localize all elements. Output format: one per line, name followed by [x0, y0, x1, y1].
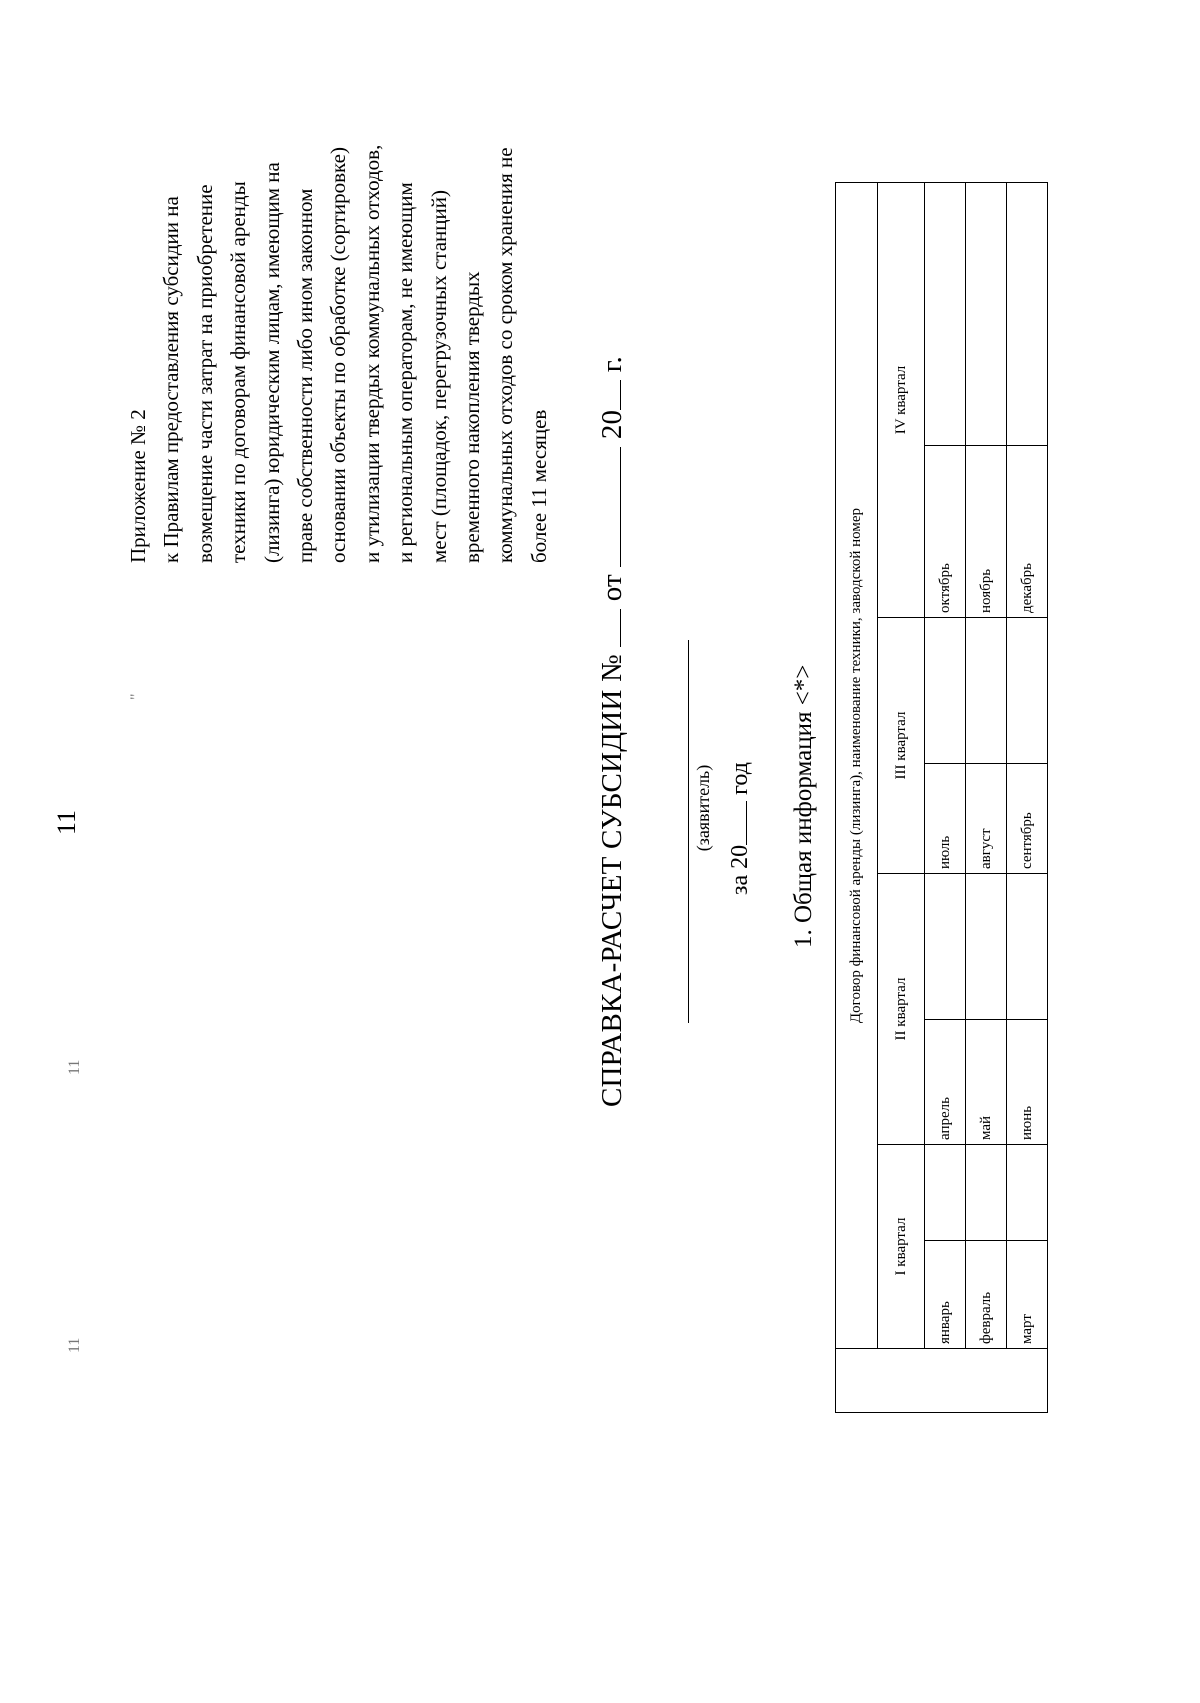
general-info-table — [835, 182, 1048, 1413]
quarter-header: II квартал — [878, 874, 925, 1145]
title-year-suffix: г. — [596, 356, 628, 373]
table-row — [1007, 183, 1048, 1413]
date-blank — [596, 447, 621, 567]
appendix-line: и региональным операторам, не имеющим — [393, 182, 418, 563]
value-cell — [1007, 1145, 1048, 1241]
value-cell — [966, 874, 1007, 1020]
stray-mark: " — [128, 693, 145, 700]
month-cell: август — [966, 764, 1007, 874]
value-cell — [925, 1145, 966, 1241]
appendix-line: возмещение части затрат на приобретение — [192, 184, 217, 563]
value-cell — [925, 618, 966, 764]
month-cell: сентябрь — [1007, 764, 1048, 874]
title-main: СПРАВКА-РАСЧЕТ СУБСИДИИ № — [596, 654, 628, 1107]
value-cell — [966, 618, 1007, 764]
appendix-block — [122, 23, 556, 563]
applicant-blank-line — [688, 640, 689, 1023]
appendix-line: коммунальных отходов со сроком хранения не — [493, 147, 518, 563]
appendix-line: праве собственности либо ином законном — [293, 188, 318, 563]
month-cell: ноябрь — [966, 446, 1007, 618]
appendix-line: более 11 месяцев — [526, 409, 551, 563]
value-cell — [966, 1145, 1007, 1241]
appendix-line: основании объекты по обработке (сортировке) — [326, 146, 351, 563]
table-row — [966, 183, 1007, 1413]
title-year-prefix: 20 — [596, 409, 628, 440]
appendix-line: и утилизации твердых коммунальных отходов, — [359, 144, 384, 563]
period-suffix: год — [727, 762, 753, 795]
month-cell: октябрь — [925, 446, 966, 618]
title-from: от — [596, 574, 628, 602]
quarter-header: IV квартал — [878, 183, 925, 618]
applicant-caption: (заявитель) — [693, 764, 713, 852]
number-blank — [596, 609, 621, 647]
quarter-header: III квартал — [878, 618, 925, 874]
month-cell: январь — [925, 1241, 966, 1349]
value-cell — [925, 183, 966, 446]
section-title: 1. Общая информация <*> — [790, 664, 817, 948]
month-cell: апрель — [925, 1020, 966, 1145]
period-prefix: за 20 — [727, 844, 753, 895]
appendix-line: (лизинга) юридическим лицам, имеющим на — [259, 162, 284, 563]
appendix-line: к Правилам предоставления субсидии на — [159, 196, 184, 563]
month-cell: июнь — [1007, 1020, 1048, 1145]
quarter-header: I квартал — [878, 1145, 925, 1349]
table-row — [925, 183, 966, 1413]
value-cell — [1007, 874, 1048, 1020]
value-cell — [966, 183, 1007, 446]
stray-mark: 11 — [66, 1059, 83, 1075]
table-header-cell: Договор финансовой аренды (лизинга), наименование техники, заводской номер — [836, 183, 878, 1349]
month-cell: май — [966, 1020, 1007, 1145]
value-cell — [925, 874, 966, 1020]
value-cell — [1007, 618, 1048, 764]
appendix-line: временного накопления твердых — [460, 271, 485, 563]
value-cell — [1007, 183, 1048, 446]
table-row — [878, 183, 925, 1413]
document-title — [596, 187, 629, 1107]
year-blank — [596, 380, 621, 410]
appendix-line: Приложение № 2 — [126, 409, 150, 563]
month-cell: февраль — [966, 1241, 1007, 1349]
month-cell: июль — [925, 764, 966, 874]
table-cell-blank — [836, 1349, 1048, 1413]
stray-mark: 11 — [66, 1337, 83, 1353]
period-line — [722, 655, 754, 895]
appendix-line: мест (площадок, перегрузочных станций) — [426, 190, 451, 563]
month-cell: декабрь — [1007, 446, 1048, 618]
period-year-blank — [722, 801, 747, 845]
month-cell: март — [1007, 1241, 1048, 1349]
appendix-line: техники по договорам финансовой аренды — [226, 181, 251, 563]
page-number: 11 — [52, 809, 81, 835]
table-row — [836, 183, 878, 1413]
